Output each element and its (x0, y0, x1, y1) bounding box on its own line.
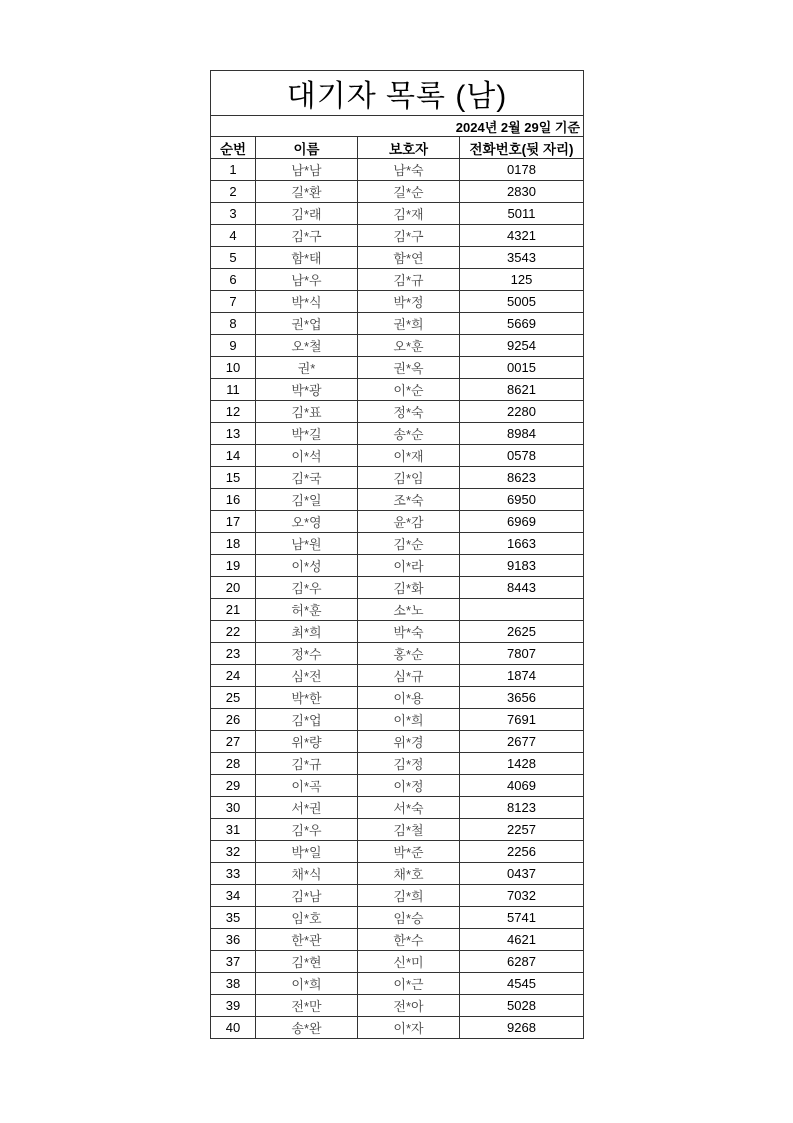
cell-name: 이*희 (256, 973, 358, 995)
cell-row-number: 8 (211, 313, 256, 335)
cell-row-number: 39 (211, 995, 256, 1017)
cell-name: 오*영 (256, 511, 358, 533)
cell-phone: 7691 (460, 709, 584, 731)
cell-guardian: 채*호 (358, 863, 460, 885)
cell-name: 남*남 (256, 159, 358, 181)
table-row (211, 401, 584, 423)
table-row (211, 885, 584, 907)
table-row (211, 797, 584, 819)
cell-row-number: 37 (211, 951, 256, 973)
cell-guardian: 심*규 (358, 665, 460, 687)
cell-row-number: 18 (211, 533, 256, 555)
cell-phone: 8123 (460, 797, 584, 819)
cell-phone: 2677 (460, 731, 584, 753)
table-row (211, 489, 584, 511)
cell-name: 김*업 (256, 709, 358, 731)
cell-guardian: 박*숙 (358, 621, 460, 643)
cell-phone: 6969 (460, 511, 584, 533)
cell-phone: 0437 (460, 863, 584, 885)
cell-row-number: 10 (211, 357, 256, 379)
cell-phone: 8443 (460, 577, 584, 599)
cell-row-number: 35 (211, 907, 256, 929)
cell-guardian: 김*희 (358, 885, 460, 907)
table-row (211, 907, 584, 929)
cell-row-number: 38 (211, 973, 256, 995)
page-title: 대기자 목록 (남) (211, 71, 584, 116)
table-row (211, 841, 584, 863)
cell-guardian: 함*연 (358, 247, 460, 269)
table-row (211, 335, 584, 357)
cell-phone: 5005 (460, 291, 584, 313)
table-row (211, 775, 584, 797)
cell-row-number: 20 (211, 577, 256, 599)
cell-row-number: 26 (211, 709, 256, 731)
cell-name: 김*일 (256, 489, 358, 511)
cell-name: 허*훈 (256, 599, 358, 621)
table-row (211, 951, 584, 973)
cell-phone: 1663 (460, 533, 584, 555)
cell-name: 김*규 (256, 753, 358, 775)
table-body (211, 159, 584, 1039)
table-row (211, 247, 584, 269)
cell-row-number: 29 (211, 775, 256, 797)
cell-name: 김*우 (256, 577, 358, 599)
header-row (211, 137, 584, 159)
cell-guardian: 홍*순 (358, 643, 460, 665)
cell-phone: 6950 (460, 489, 584, 511)
date-row (211, 116, 584, 137)
cell-name: 박*일 (256, 841, 358, 863)
cell-phone: 5741 (460, 907, 584, 929)
cell-row-number: 22 (211, 621, 256, 643)
table-row (211, 665, 584, 687)
cell-guardian: 김*임 (358, 467, 460, 489)
cell-row-number: 4 (211, 225, 256, 247)
table-row (211, 269, 584, 291)
cell-phone: 8621 (460, 379, 584, 401)
cell-guardian: 신*미 (358, 951, 460, 973)
cell-row-number: 30 (211, 797, 256, 819)
table-row (211, 313, 584, 335)
cell-phone: 2257 (460, 819, 584, 841)
cell-row-number: 23 (211, 643, 256, 665)
cell-row-number: 7 (211, 291, 256, 313)
cell-guardian: 윤*감 (358, 511, 460, 533)
cell-row-number: 33 (211, 863, 256, 885)
cell-row-number: 40 (211, 1017, 256, 1039)
cell-guardian: 이*정 (358, 775, 460, 797)
cell-phone: 5011 (460, 203, 584, 225)
cell-name: 김*구 (256, 225, 358, 247)
as-of-date: 2024년 2월 29일 기준 (211, 116, 584, 137)
table-row (211, 379, 584, 401)
table-row (211, 555, 584, 577)
cell-name: 서*권 (256, 797, 358, 819)
cell-name: 길*환 (256, 181, 358, 203)
cell-guardian: 임*승 (358, 907, 460, 929)
cell-name: 남*원 (256, 533, 358, 555)
cell-guardian: 이*순 (358, 379, 460, 401)
cell-phone: 0015 (460, 357, 584, 379)
cell-guardian: 정*숙 (358, 401, 460, 423)
column-header-guardian: 보호자 (358, 137, 460, 159)
table-row (211, 709, 584, 731)
cell-row-number: 32 (211, 841, 256, 863)
cell-guardian: 서*숙 (358, 797, 460, 819)
cell-name: 이*성 (256, 555, 358, 577)
waitlist-table (210, 70, 584, 1039)
cell-name: 김*래 (256, 203, 358, 225)
cell-guardian: 전*아 (358, 995, 460, 1017)
cell-phone: 7032 (460, 885, 584, 907)
cell-name: 임*호 (256, 907, 358, 929)
cell-row-number: 14 (211, 445, 256, 467)
cell-name: 김*현 (256, 951, 358, 973)
cell-name: 박*길 (256, 423, 358, 445)
cell-guardian: 송*순 (358, 423, 460, 445)
waitlist-sheet (210, 70, 583, 1039)
cell-guardian: 김*화 (358, 577, 460, 599)
cell-phone: 9183 (460, 555, 584, 577)
cell-phone: 9254 (460, 335, 584, 357)
cell-guardian: 이*자 (358, 1017, 460, 1039)
cell-row-number: 11 (211, 379, 256, 401)
cell-name: 이*곡 (256, 775, 358, 797)
cell-guardian: 이*라 (358, 555, 460, 577)
cell-guardian: 박*정 (358, 291, 460, 313)
cell-phone: 2256 (460, 841, 584, 863)
table-row (211, 291, 584, 313)
cell-phone: 9268 (460, 1017, 584, 1039)
cell-guardian: 박*준 (358, 841, 460, 863)
cell-guardian: 권*희 (358, 313, 460, 335)
cell-name: 한*관 (256, 929, 358, 951)
cell-guardian: 김*규 (358, 269, 460, 291)
cell-name: 최*희 (256, 621, 358, 643)
cell-phone: 125 (460, 269, 584, 291)
table-row (211, 973, 584, 995)
cell-phone: 2830 (460, 181, 584, 203)
table-row (211, 533, 584, 555)
cell-guardian: 김*철 (358, 819, 460, 841)
cell-row-number: 12 (211, 401, 256, 423)
cell-name: 권*업 (256, 313, 358, 335)
cell-phone: 2280 (460, 401, 584, 423)
cell-phone: 1428 (460, 753, 584, 775)
cell-guardian: 김*순 (358, 533, 460, 555)
cell-guardian: 조*숙 (358, 489, 460, 511)
cell-row-number: 36 (211, 929, 256, 951)
column-header-phone: 전화번호(뒷 자리) (460, 137, 584, 159)
cell-row-number: 24 (211, 665, 256, 687)
cell-phone: 4321 (460, 225, 584, 247)
cell-row-number: 25 (211, 687, 256, 709)
cell-name: 권* (256, 357, 358, 379)
table-row (211, 511, 584, 533)
cell-name: 박*한 (256, 687, 358, 709)
cell-guardian: 소*노 (358, 599, 460, 621)
table-row (211, 731, 584, 753)
cell-guardian: 김*재 (358, 203, 460, 225)
table-row (211, 467, 584, 489)
cell-guardian: 권*옥 (358, 357, 460, 379)
cell-name: 김*우 (256, 819, 358, 841)
cell-phone: 8984 (460, 423, 584, 445)
cell-name: 오*철 (256, 335, 358, 357)
cell-phone: 0178 (460, 159, 584, 181)
cell-row-number: 13 (211, 423, 256, 445)
table-row (211, 159, 584, 181)
cell-phone: 5028 (460, 995, 584, 1017)
cell-name: 정*수 (256, 643, 358, 665)
cell-phone (460, 599, 584, 621)
cell-phone: 6287 (460, 951, 584, 973)
cell-phone: 8623 (460, 467, 584, 489)
table-row (211, 643, 584, 665)
table-row (211, 181, 584, 203)
table-row (211, 577, 584, 599)
cell-row-number: 34 (211, 885, 256, 907)
cell-guardian: 한*수 (358, 929, 460, 951)
cell-row-number: 6 (211, 269, 256, 291)
table-row (211, 1017, 584, 1039)
cell-row-number: 5 (211, 247, 256, 269)
cell-name: 김*표 (256, 401, 358, 423)
cell-name: 전*만 (256, 995, 358, 1017)
cell-row-number: 21 (211, 599, 256, 621)
cell-guardian: 이*근 (358, 973, 460, 995)
title-row (211, 71, 584, 116)
cell-name: 함*태 (256, 247, 358, 269)
table-row (211, 621, 584, 643)
cell-guardian: 이*용 (358, 687, 460, 709)
cell-row-number: 9 (211, 335, 256, 357)
cell-name: 송*완 (256, 1017, 358, 1039)
table-row (211, 599, 584, 621)
cell-name: 이*석 (256, 445, 358, 467)
cell-row-number: 27 (211, 731, 256, 753)
cell-guardian: 위*경 (358, 731, 460, 753)
column-header-no: 순번 (211, 137, 256, 159)
table-row (211, 225, 584, 247)
cell-phone: 4069 (460, 775, 584, 797)
table-row (211, 819, 584, 841)
cell-phone: 7807 (460, 643, 584, 665)
cell-phone: 4621 (460, 929, 584, 951)
cell-name: 심*전 (256, 665, 358, 687)
cell-name: 채*식 (256, 863, 358, 885)
cell-name: 남*우 (256, 269, 358, 291)
table-row (211, 423, 584, 445)
cell-name: 위*량 (256, 731, 358, 753)
table-row (211, 357, 584, 379)
cell-phone: 1874 (460, 665, 584, 687)
cell-row-number: 19 (211, 555, 256, 577)
cell-row-number: 31 (211, 819, 256, 841)
cell-guardian: 김*구 (358, 225, 460, 247)
cell-guardian: 이*재 (358, 445, 460, 467)
cell-name: 박*식 (256, 291, 358, 313)
cell-row-number: 3 (211, 203, 256, 225)
table-row (211, 995, 584, 1017)
cell-phone: 2625 (460, 621, 584, 643)
table-row (211, 687, 584, 709)
cell-name: 박*광 (256, 379, 358, 401)
table-row (211, 863, 584, 885)
table-row (211, 445, 584, 467)
table-row (211, 929, 584, 951)
cell-row-number: 28 (211, 753, 256, 775)
cell-row-number: 15 (211, 467, 256, 489)
cell-row-number: 17 (211, 511, 256, 533)
table-row (211, 203, 584, 225)
cell-name: 김*남 (256, 885, 358, 907)
cell-guardian: 김*정 (358, 753, 460, 775)
cell-phone: 5669 (460, 313, 584, 335)
cell-guardian: 이*희 (358, 709, 460, 731)
cell-phone: 0578 (460, 445, 584, 467)
cell-phone: 3656 (460, 687, 584, 709)
table-row (211, 753, 584, 775)
cell-guardian: 길*순 (358, 181, 460, 203)
cell-phone: 3543 (460, 247, 584, 269)
cell-row-number: 16 (211, 489, 256, 511)
cell-guardian: 남*숙 (358, 159, 460, 181)
cell-phone: 4545 (460, 973, 584, 995)
cell-row-number: 2 (211, 181, 256, 203)
cell-name: 김*국 (256, 467, 358, 489)
column-header-name: 이름 (256, 137, 358, 159)
cell-guardian: 오*훈 (358, 335, 460, 357)
cell-row-number: 1 (211, 159, 256, 181)
